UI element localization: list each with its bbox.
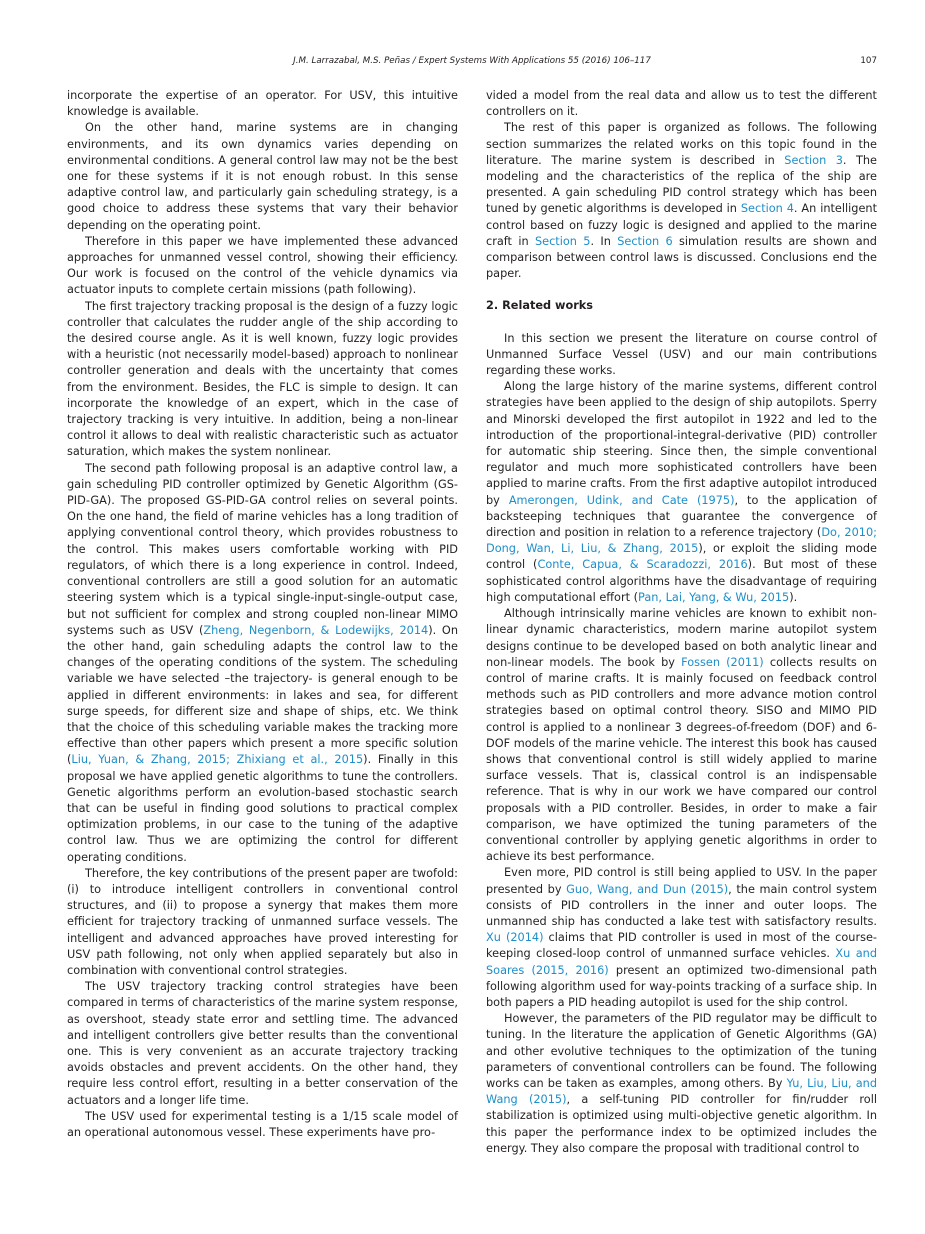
paragraph-text: However, the parameters of the PID regulator may be difficult to tuning. In the literature the application of Genetic Algorithms (GA) and other evolutive techniques to the optimization of the tuning parameters of conventional controllers can be found. The following works can be taken as examples, among others. By	[486, 1012, 877, 1090]
paragraph-text: The rest of this paper is organized as follows. The following section summarizes the related works on this topic found in the literature. The marine system is described in	[486, 121, 877, 167]
citation-link[interactable]: Yu, Liu, Liu, and Wang (2015)	[486, 1076, 877, 1107]
paragraph-text: Along the large history of the marine systems, different control strategies have been applied to the design of ship autopilots. Sperry and Minorski developed the first autopilot in 1922 and led to the introduction of the proportional-integral-derivative (PID) controller for automatic ship steering. Since then, the simple conventional regulator and much more sophisticated controllers have been applied to marine crafts. From the first adaptive autopilot introduced by	[486, 380, 877, 507]
paragraph	[67, 1109, 458, 1141]
citation-link[interactable]: Zheng, Negenborn, & Lodewijks, 2014	[203, 623, 429, 637]
paragraph-text: ). On the other hand, gain scheduling adapts the control law to the changes of the operating conditions of the system. The scheduling variable we have selected –the trajectory- is general enough to be applied in different environments: in lakes and sea, for different surge speeds, for different size and shape of ships, etc. We think that the choice of this scheduling variable makes the tracking more effective than other papers which present a more specific solution (	[67, 623, 458, 767]
paragraph-text: . The modeling and the characteristics of the replica of the ship are presented. A gain scheduling PID control strategy which has been tuned by genetic algorithms is developed in	[486, 153, 877, 216]
citation-link[interactable]: Guo, Wang, and Dun (2015)	[566, 882, 729, 896]
paragraph-text: Even more, PID control is still being applied to USV. In the paper presented by	[486, 866, 877, 896]
paragraph-text: collects results on control of marine crafts. It is mainly focused on feedback control methods such as PID controllers and more advance motion control strategies based on optimal control theory. SISO and MIMO PID control is applied to a nonlinear 3 degrees-of-freedom (DOF) and 6-DOF models of the marine vehicle. The interest this book has caused shows that conventional control is still widely applied to marine surface vessels. That is, classical control is an indispensable reference. That is why in our work we have compared our control proposals with a PID controller. Besides, in order to make a fair comparison, we have optimized the tuning parameters of the conventional controller by applying genetic algorithms in order to achieve its best performance.	[486, 655, 877, 864]
citation-link[interactable]: Xu and Soares (2015, 2016)	[486, 947, 877, 977]
paragraph-text: The USV used for experimental testing is a 1/15 scale model of an operational autonomous vessel. These experiments have pro-	[67, 1109, 458, 1139]
paragraph-text: Therefore, the key contributions of the present paper are twofold: (i) to introduce intelligent controllers in conventional control structures, and (ii) to propose a synergy that makes them more efficient for trajectory tracking of unmanned surface vessels. The intelligent and advanced approaches have proved interesting for USV path following, not only when applied separately but also in combination with conventional control strategies.	[67, 866, 458, 977]
paragraph	[67, 461, 458, 866]
paragraph	[486, 606, 877, 865]
citation-link[interactable]: Xu (2014)	[486, 931, 544, 945]
paragraph-text: ). But most of these sophisticated control algorithms have the disadvantage of requiring high computational effort (	[486, 558, 877, 604]
paragraph-text: vided a model from the real data and allow us to test the different controllers on it.	[486, 89, 877, 119]
paragraph-text: Therefore in this paper we have implemented these advanced approaches for unmanned vessel control, showing their efficiency. Our work is focused on the control of the vehicle dynamics via actuator inputs to complete certain missions (path following).	[67, 234, 458, 297]
right-column	[486, 88, 877, 1157]
section-link[interactable]: Section 4	[740, 202, 794, 216]
paragraph	[486, 331, 877, 380]
paragraph-text: Although intrinsically marine vehicles are known to exhibit non-linear dynamic characteristics, modern marine autopilot system designs continue to be developed based on both analytic linear and non-linear models. The book by	[486, 607, 877, 669]
paragraph-text: . In	[590, 234, 618, 248]
paragraph-text: On the other hand, marine systems are in changing environments, and its own dynamics varies depending on environmental conditions. A general control law may not be the best one for these systems if it is not enough robust. In this sense adaptive control law, and particularly gain scheduling strategy, is a good choice to address these systems that vary their behavior depending on the operating point.	[67, 121, 458, 232]
left-column	[67, 88, 458, 1141]
section-link[interactable]: Section 5	[534, 234, 591, 248]
paragraph	[67, 299, 458, 461]
paragraph-text: ). Finally in this proposal we have applied genetic algorithms to tune the controllers. Genetic algorithms perform an evolution-based stochastic search that can be useful in finding good solutions to practical complex optimization problems, in our case to the tuning of the adaptive control law. Thus we are optimizing the control for different operating conditions.	[67, 753, 458, 864]
page-number: 107	[860, 56, 877, 66]
citation-link[interactable]: Pan, Lai, Yang, & Wu, 2015	[638, 590, 790, 604]
citation-link[interactable]: Fossen (2011)	[681, 655, 764, 669]
page-header	[67, 56, 877, 70]
paragraph-text: simulation results are shown and comparison between control laws is discussed. Conclusions end the paper.	[486, 234, 877, 281]
paragraph	[67, 120, 458, 233]
paragraph-text: , to the application of backsteeping techniques that guarantee the convergence of direction and position in relation to a reference trajectory (	[486, 493, 877, 540]
citation-link[interactable]: Amerongen, Udink, and Cate (1975)	[508, 493, 735, 507]
paragraph-text: ), or exploit the sliding mode control (	[486, 542, 877, 572]
paragraph	[486, 1011, 877, 1157]
citation-link[interactable]: Do, 2010; Dong, Wan, Li, Liu, & Zhang, 2015	[486, 526, 877, 556]
paragraph	[486, 379, 877, 606]
citation-link[interactable]: Conte, Capua, & Scaradozzi, 2016	[537, 558, 748, 572]
paragraph-text: . An intelligent control based on fuzzy logic is designed and applied to the marine craft in	[486, 202, 877, 248]
paragraph	[67, 88, 458, 120]
paragraph-text: , a self-tuning PID controller for fin/rudder roll stabilization is optimized using multi-objective genetic algorithm. In this paper the performance index to be optimized includes the energy. They also compare the proposal with traditional control to	[486, 1093, 877, 1155]
paragraph	[67, 866, 458, 979]
paragraph	[67, 979, 458, 1109]
paragraph-text: present an optimized two-dimensional path following algorithm used for way-points tracking of a surface ship. In both papers a PID heading autopilot is used for the ship control.	[486, 963, 877, 1009]
paragraph-text: , the main control system consists of PID controllers in the inner and outer loops. The unmanned ship has conducted a lake test with satisfactory results.	[486, 882, 877, 928]
paragraph-text: ).	[789, 590, 798, 604]
paragraph	[486, 88, 877, 120]
citation-link[interactable]: Liu, Yuan, & Zhang, 2015; Zhixiang et al., 2015	[71, 753, 364, 767]
paragraph	[486, 865, 877, 1011]
section-heading: 2. Related works	[486, 299, 594, 313]
paragraph-text: The USV trajectory tracking control strategies have been compared in terms of characteristics of the marine system response, as overshoot, steady state error and settling time. The advanced and intelligent controllers give better results than the conventional one. This is very convenient as an accurate trajectory tracking avoids obstacles and prevent accidents. On the other hand, they require less control effort, resulting in a better conservation of the actuators and a longer life time.	[67, 980, 458, 1107]
paragraph	[486, 120, 877, 282]
paragraph-text: The second path following proposal is an adaptive control law, a gain scheduling PID controller optimized by Genetic Algorithm (GS-PID-GA). The proposed GS-PID-GA control relies on several points. On the one hand, the field of marine vehicles has a long tradition of applying conventional control theory, which provides robustness to the control. This makes users comfortable working with PID regulators, of which there is a long experience in control. Indeed, conventional controllers are still a good solution for an automatic steering system which is a typical single-input-single-output case, but not sufficient for complex and strong coupled non-linear MIMO systems such as USV (	[67, 461, 458, 637]
running-title: J.M. Larrazabal, M.S. Peñas / Expert Systems With Applications 55 (2016) 106–117	[293, 56, 651, 66]
section-link[interactable]: Section 6	[617, 234, 673, 248]
paragraph-text: The first trajectory tracking proposal is the design of a fuzzy logic controller that calculates the rudder angle of the ship according to the desired course angle. As it is well known, fuzzy logic provides with a heuristic (not necessarily model-based) approach to nonlinear controller generation and deals with the uncertainty that comes from the environment. Besides, the FLC is simple to design. It can incorporate the knowledge of an expert, which in the case of trajectory tracking is very intuitive. In addition, being a non-linear control it allows to deal with realistic characteristic such as actuator saturation, which makes the system nonlinear.	[67, 299, 458, 459]
paragraph-text: incorporate the expertise of an operator. For USV, this intuitive knowledge is available.	[67, 89, 458, 119]
paragraph-text: claims that PID controller is used in most of the course-keeping closed-loop control of unmanned surface vehicles.	[486, 931, 877, 961]
section-link[interactable]: Section 3	[784, 153, 843, 167]
paragraph	[67, 234, 458, 299]
paragraph-text: In this section we present the literature on course control of Unmanned Surface Vessel (USV) and our main contributions regarding these works.	[486, 331, 877, 378]
